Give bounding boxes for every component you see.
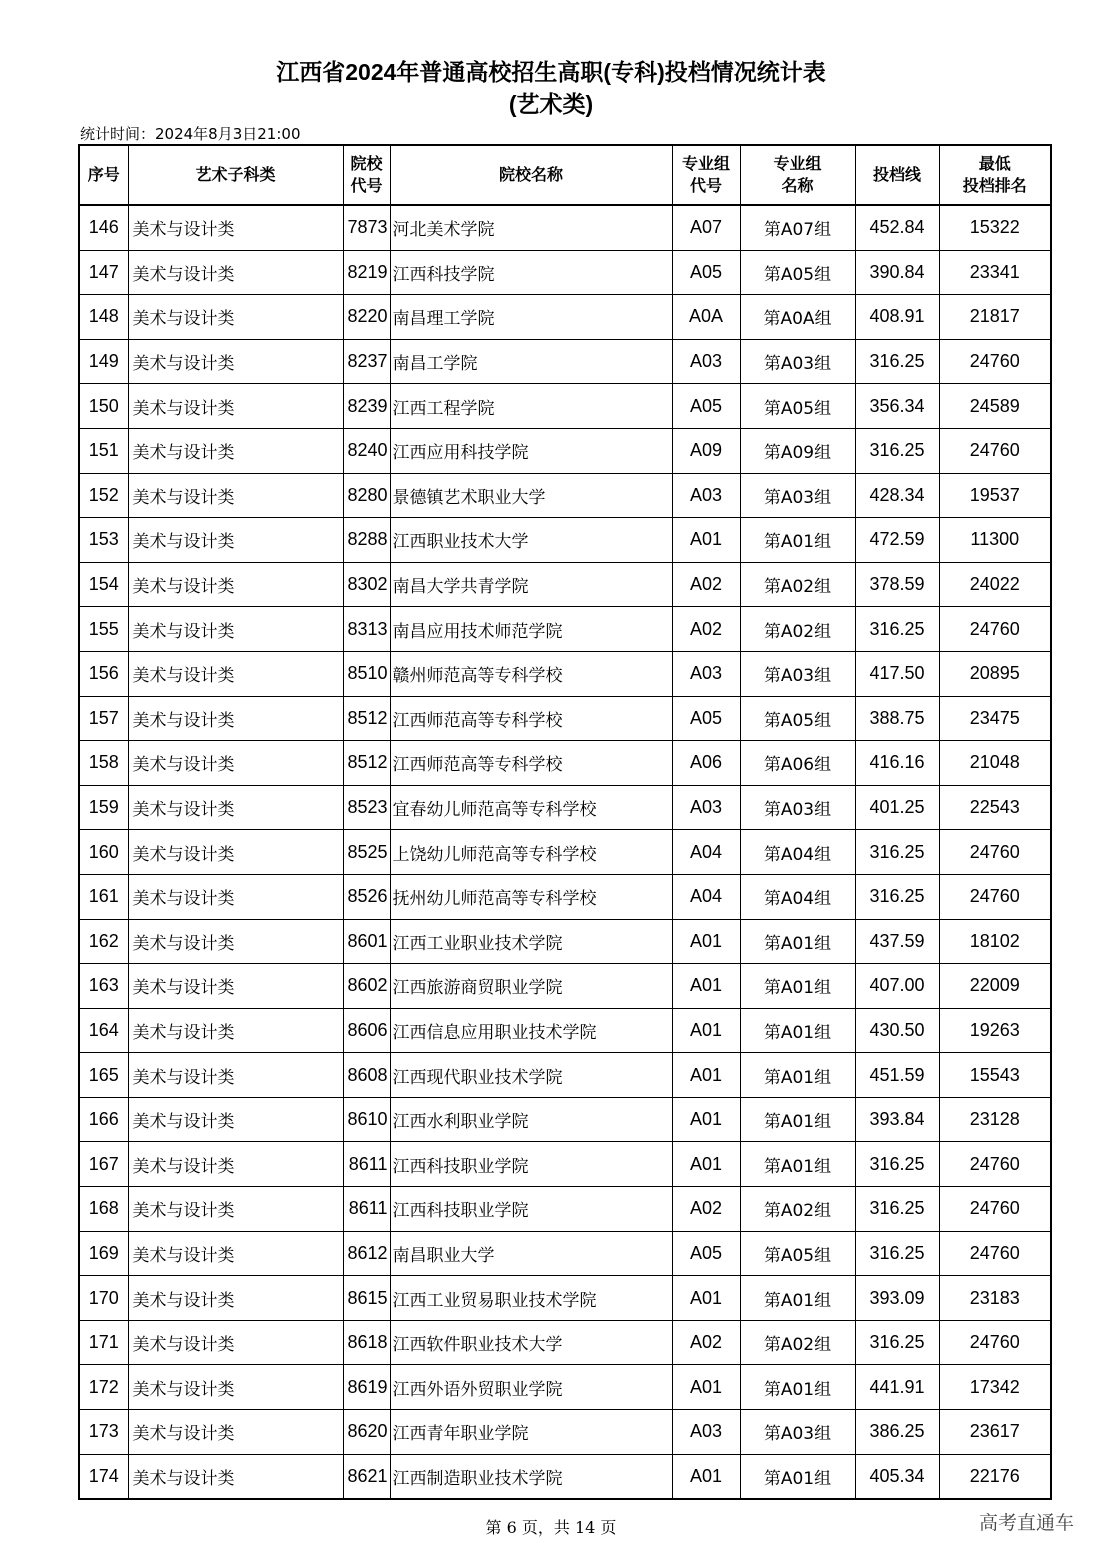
cell-score: 316.25 bbox=[855, 1187, 939, 1232]
cell-score: 408.91 bbox=[855, 295, 939, 340]
cell-rank: 23475 bbox=[939, 696, 1051, 741]
cell-subject: 美术与设计类 bbox=[128, 1320, 343, 1365]
table-header-row bbox=[79, 145, 1051, 205]
cell-school: 南昌理工学院 bbox=[390, 295, 672, 340]
cell-school: 上饶幼儿师范高等专科学校 bbox=[390, 830, 672, 875]
cell-rank: 24760 bbox=[939, 428, 1051, 473]
cell-rank: 22543 bbox=[939, 785, 1051, 830]
cell-score: 386.25 bbox=[855, 1410, 939, 1455]
cell-num: 171 bbox=[79, 1320, 128, 1365]
table-row bbox=[79, 830, 1051, 875]
table-row bbox=[79, 1231, 1051, 1276]
cell-group-name: 第A03组 bbox=[740, 651, 855, 696]
cell-rank: 23617 bbox=[939, 1410, 1051, 1455]
cell-rank: 24760 bbox=[939, 1142, 1051, 1187]
cell-score: 401.25 bbox=[855, 785, 939, 830]
cell-group-code: A03 bbox=[672, 785, 740, 830]
cell-num: 152 bbox=[79, 473, 128, 518]
page-title: 江西省2024年普通高校招生高职(专科)投档情况统计表 bbox=[276, 59, 826, 85]
cell-school: 江西水利职业学院 bbox=[390, 1097, 672, 1142]
cell-subject: 美术与设计类 bbox=[128, 1231, 343, 1276]
cell-code: 8601 bbox=[343, 919, 390, 964]
cell-rank: 18102 bbox=[939, 919, 1051, 964]
cell-group-code: A01 bbox=[672, 1276, 740, 1321]
cell-score: 388.75 bbox=[855, 696, 939, 741]
cell-group-name: 第A02组 bbox=[740, 1187, 855, 1232]
cell-num: 150 bbox=[79, 384, 128, 429]
cell-code: 8606 bbox=[343, 1008, 390, 1053]
cell-code: 8237 bbox=[343, 339, 390, 384]
cell-group-code: A02 bbox=[672, 607, 740, 652]
stat-time: 统计时间：2024年8月3日21:00 bbox=[80, 125, 301, 143]
cell-code: 8612 bbox=[343, 1231, 390, 1276]
cell-subject: 美术与设计类 bbox=[128, 741, 343, 786]
cell-code: 8619 bbox=[343, 1365, 390, 1410]
cell-num: 161 bbox=[79, 874, 128, 919]
cell-rank: 21048 bbox=[939, 741, 1051, 786]
table-row bbox=[79, 607, 1051, 652]
table-row bbox=[79, 562, 1051, 607]
cell-num: 162 bbox=[79, 919, 128, 964]
cell-code: 8239 bbox=[343, 384, 390, 429]
cell-code: 8621 bbox=[343, 1454, 390, 1499]
cell-num: 160 bbox=[79, 830, 128, 875]
cell-score: 316.25 bbox=[855, 339, 939, 384]
header-subject: 艺术子科类 bbox=[128, 145, 343, 205]
cell-group-name: 第A06组 bbox=[740, 741, 855, 786]
cell-group-code: A01 bbox=[672, 1142, 740, 1187]
header-group-name: 专业组 名称 bbox=[740, 145, 855, 205]
cell-rank: 23183 bbox=[939, 1276, 1051, 1321]
cell-code: 8288 bbox=[343, 518, 390, 563]
cell-group-name: 第A05组 bbox=[740, 696, 855, 741]
cell-code: 8526 bbox=[343, 874, 390, 919]
cell-rank: 19263 bbox=[939, 1008, 1051, 1053]
cell-school: 景德镇艺术职业大学 bbox=[390, 473, 672, 518]
cell-rank: 20895 bbox=[939, 651, 1051, 696]
cell-school: 河北美术学院 bbox=[390, 205, 672, 250]
cell-subject: 美术与设计类 bbox=[128, 518, 343, 563]
table-row bbox=[79, 1008, 1051, 1053]
cell-group-code: A01 bbox=[672, 1097, 740, 1142]
cell-rank: 24760 bbox=[939, 339, 1051, 384]
cell-subject: 美术与设计类 bbox=[128, 250, 343, 295]
cell-subject: 美术与设计类 bbox=[128, 964, 343, 1009]
cell-group-code: A04 bbox=[672, 830, 740, 875]
cell-group-name: 第A05组 bbox=[740, 384, 855, 429]
cell-code: 8302 bbox=[343, 562, 390, 607]
cell-num: 146 bbox=[79, 205, 128, 250]
cell-score: 316.25 bbox=[855, 874, 939, 919]
cell-group-code: A05 bbox=[672, 250, 740, 295]
cell-rank: 24760 bbox=[939, 1231, 1051, 1276]
page-footer: 第 6 页，共 14 页 bbox=[485, 1518, 617, 1537]
cell-num: 148 bbox=[79, 295, 128, 340]
header-school: 院校名称 bbox=[390, 145, 672, 205]
cell-rank: 24589 bbox=[939, 384, 1051, 429]
cell-code: 7873 bbox=[343, 205, 390, 250]
cell-score: 316.25 bbox=[855, 1320, 939, 1365]
cell-group-name: 第A01组 bbox=[740, 1097, 855, 1142]
cell-group-code: A02 bbox=[672, 562, 740, 607]
cell-score: 316.25 bbox=[855, 830, 939, 875]
cell-subject: 美术与设计类 bbox=[128, 428, 343, 473]
header-num: 序号 bbox=[79, 145, 128, 205]
table-row bbox=[79, 1187, 1051, 1232]
cell-subject: 美术与设计类 bbox=[128, 874, 343, 919]
cell-subject: 美术与设计类 bbox=[128, 205, 343, 250]
cell-group-code: A02 bbox=[672, 1187, 740, 1232]
cell-score: 417.50 bbox=[855, 651, 939, 696]
cell-code: 8240 bbox=[343, 428, 390, 473]
cell-num: 170 bbox=[79, 1276, 128, 1321]
cell-group-code: A01 bbox=[672, 1008, 740, 1053]
cell-subject: 美术与设计类 bbox=[128, 1410, 343, 1455]
cell-rank: 19537 bbox=[939, 473, 1051, 518]
table-row bbox=[79, 651, 1051, 696]
page-subtitle: (艺术类) bbox=[508, 91, 594, 117]
cell-group-name: 第A01组 bbox=[740, 1008, 855, 1053]
cell-score: 316.25 bbox=[855, 428, 939, 473]
cell-school: 江西现代职业技术学院 bbox=[390, 1053, 672, 1098]
cell-group-name: 第A01组 bbox=[740, 1365, 855, 1410]
cell-code: 8280 bbox=[343, 473, 390, 518]
cell-code: 8313 bbox=[343, 607, 390, 652]
cell-group-code: A01 bbox=[672, 1365, 740, 1410]
cell-subject: 美术与设计类 bbox=[128, 1454, 343, 1499]
cell-group-name: 第A03组 bbox=[740, 473, 855, 518]
cell-code: 8525 bbox=[343, 830, 390, 875]
cell-num: 156 bbox=[79, 651, 128, 696]
cell-rank: 24760 bbox=[939, 1320, 1051, 1365]
cell-group-name: 第A05组 bbox=[740, 1231, 855, 1276]
cell-school: 江西工业职业技术学院 bbox=[390, 919, 672, 964]
table-row bbox=[79, 428, 1051, 473]
cell-rank: 21817 bbox=[939, 295, 1051, 340]
table-row bbox=[79, 518, 1051, 563]
cell-score: 390.84 bbox=[855, 250, 939, 295]
cell-school: 江西师范高等专科学校 bbox=[390, 696, 672, 741]
cell-group-name: 第A03组 bbox=[740, 1410, 855, 1455]
header-rank: 最低 投档排名 bbox=[939, 145, 1051, 205]
cell-code: 8610 bbox=[343, 1097, 390, 1142]
cell-group-name: 第A01组 bbox=[740, 919, 855, 964]
cell-rank: 23341 bbox=[939, 250, 1051, 295]
cell-school: 江西科技学院 bbox=[390, 250, 672, 295]
cell-group-code: A04 bbox=[672, 874, 740, 919]
cell-num: 167 bbox=[79, 1142, 128, 1187]
cell-num: 158 bbox=[79, 741, 128, 786]
table-row bbox=[79, 295, 1051, 340]
cell-school: 赣州师范高等专科学校 bbox=[390, 651, 672, 696]
cell-code: 8611 bbox=[343, 1187, 390, 1232]
cell-code: 8512 bbox=[343, 696, 390, 741]
table-row bbox=[79, 1097, 1051, 1142]
cell-num: 169 bbox=[79, 1231, 128, 1276]
table-row bbox=[79, 964, 1051, 1009]
table-row bbox=[79, 1410, 1051, 1455]
table-row bbox=[79, 696, 1051, 741]
cell-rank: 15543 bbox=[939, 1053, 1051, 1098]
cell-group-code: A09 bbox=[672, 428, 740, 473]
cell-score: 451.59 bbox=[855, 1053, 939, 1098]
corner-label: 高考直通车 bbox=[978, 1512, 1074, 1534]
cell-school: 江西师范高等专科学校 bbox=[390, 741, 672, 786]
cell-subject: 美术与设计类 bbox=[128, 696, 343, 741]
cell-num: 168 bbox=[79, 1187, 128, 1232]
admission-table bbox=[78, 144, 1052, 1500]
cell-rank: 24760 bbox=[939, 830, 1051, 875]
cell-school: 江西青年职业学院 bbox=[390, 1410, 672, 1455]
cell-group-name: 第A04组 bbox=[740, 830, 855, 875]
header-score: 投档线 bbox=[855, 145, 939, 205]
cell-school: 江西科技职业学院 bbox=[390, 1187, 672, 1232]
table-row bbox=[79, 1276, 1051, 1321]
header-code: 院校 代号 bbox=[343, 145, 390, 205]
cell-subject: 美术与设计类 bbox=[128, 1053, 343, 1098]
cell-code: 8615 bbox=[343, 1276, 390, 1321]
cell-subject: 美术与设计类 bbox=[128, 562, 343, 607]
cell-group-name: 第A0A组 bbox=[740, 295, 855, 340]
cell-subject: 美术与设计类 bbox=[128, 1142, 343, 1187]
cell-school: 江西软件职业技术大学 bbox=[390, 1320, 672, 1365]
cell-subject: 美术与设计类 bbox=[128, 919, 343, 964]
table-row bbox=[79, 1142, 1051, 1187]
table-row bbox=[79, 1454, 1051, 1499]
cell-subject: 美术与设计类 bbox=[128, 1365, 343, 1410]
table-row bbox=[79, 250, 1051, 295]
cell-rank: 24760 bbox=[939, 607, 1051, 652]
cell-score: 428.34 bbox=[855, 473, 939, 518]
cell-school: 江西工业贸易职业技术学院 bbox=[390, 1276, 672, 1321]
cell-rank: 11300 bbox=[939, 518, 1051, 563]
cell-code: 8618 bbox=[343, 1320, 390, 1365]
cell-score: 356.34 bbox=[855, 384, 939, 429]
cell-group-code: A05 bbox=[672, 1231, 740, 1276]
cell-school: 江西外语外贸职业学院 bbox=[390, 1365, 672, 1410]
cell-rank: 24760 bbox=[939, 874, 1051, 919]
cell-subject: 美术与设计类 bbox=[128, 384, 343, 429]
cell-group-name: 第A02组 bbox=[740, 1320, 855, 1365]
cell-num: 151 bbox=[79, 428, 128, 473]
table-row bbox=[79, 874, 1051, 919]
cell-rank: 15322 bbox=[939, 205, 1051, 250]
cell-group-code: A0A bbox=[672, 295, 740, 340]
cell-subject: 美术与设计类 bbox=[128, 651, 343, 696]
cell-group-name: 第A05组 bbox=[740, 250, 855, 295]
cell-num: 163 bbox=[79, 964, 128, 1009]
cell-subject: 美术与设计类 bbox=[128, 1276, 343, 1321]
cell-subject: 美术与设计类 bbox=[128, 785, 343, 830]
cell-group-code: A03 bbox=[672, 339, 740, 384]
cell-code: 8611 bbox=[343, 1142, 390, 1187]
cell-score: 441.91 bbox=[855, 1365, 939, 1410]
cell-num: 155 bbox=[79, 607, 128, 652]
cell-school: 南昌职业大学 bbox=[390, 1231, 672, 1276]
cell-code: 8602 bbox=[343, 964, 390, 1009]
cell-score: 316.25 bbox=[855, 607, 939, 652]
cell-group-code: A07 bbox=[672, 205, 740, 250]
cell-school: 江西职业技术大学 bbox=[390, 518, 672, 563]
cell-group-code: A01 bbox=[672, 1053, 740, 1098]
cell-group-name: 第A07组 bbox=[740, 205, 855, 250]
cell-num: 149 bbox=[79, 339, 128, 384]
cell-subject: 美术与设计类 bbox=[128, 607, 343, 652]
cell-num: 147 bbox=[79, 250, 128, 295]
cell-num: 164 bbox=[79, 1008, 128, 1053]
cell-code: 8219 bbox=[343, 250, 390, 295]
cell-num: 165 bbox=[79, 1053, 128, 1098]
cell-score: 316.25 bbox=[855, 1142, 939, 1187]
cell-group-name: 第A04组 bbox=[740, 874, 855, 919]
table-row bbox=[79, 205, 1051, 250]
cell-group-code: A03 bbox=[672, 473, 740, 518]
cell-group-code: A01 bbox=[672, 518, 740, 563]
cell-subject: 美术与设计类 bbox=[128, 1008, 343, 1053]
cell-school: 江西科技职业学院 bbox=[390, 1142, 672, 1187]
cell-score: 430.50 bbox=[855, 1008, 939, 1053]
table-row bbox=[79, 1365, 1051, 1410]
cell-school: 南昌大学共青学院 bbox=[390, 562, 672, 607]
cell-subject: 美术与设计类 bbox=[128, 830, 343, 875]
cell-score: 378.59 bbox=[855, 562, 939, 607]
cell-group-name: 第A09组 bbox=[740, 428, 855, 473]
table-row bbox=[79, 1320, 1051, 1365]
cell-group-code: A01 bbox=[672, 919, 740, 964]
cell-subject: 美术与设计类 bbox=[128, 1187, 343, 1232]
cell-group-code: A01 bbox=[672, 964, 740, 1009]
cell-school: 南昌工学院 bbox=[390, 339, 672, 384]
cell-school: 江西工程学院 bbox=[390, 384, 672, 429]
cell-group-name: 第A02组 bbox=[740, 562, 855, 607]
cell-code: 8512 bbox=[343, 741, 390, 786]
cell-group-name: 第A02组 bbox=[740, 607, 855, 652]
table-row bbox=[79, 339, 1051, 384]
header-group-code: 专业组 代号 bbox=[672, 145, 740, 205]
cell-group-name: 第A01组 bbox=[740, 1142, 855, 1187]
cell-code: 8523 bbox=[343, 785, 390, 830]
cell-rank: 23128 bbox=[939, 1097, 1051, 1142]
cell-rank: 22009 bbox=[939, 964, 1051, 1009]
cell-num: 172 bbox=[79, 1365, 128, 1410]
cell-score: 405.34 bbox=[855, 1454, 939, 1499]
cell-rank: 24022 bbox=[939, 562, 1051, 607]
cell-group-code: A05 bbox=[672, 696, 740, 741]
cell-subject: 美术与设计类 bbox=[128, 473, 343, 518]
cell-group-code: A06 bbox=[672, 741, 740, 786]
cell-group-name: 第A03组 bbox=[740, 785, 855, 830]
cell-school: 江西信息应用职业技术学院 bbox=[390, 1008, 672, 1053]
cell-group-name: 第A01组 bbox=[740, 518, 855, 563]
cell-group-name: 第A03组 bbox=[740, 339, 855, 384]
cell-num: 174 bbox=[79, 1454, 128, 1499]
cell-group-code: A02 bbox=[672, 1320, 740, 1365]
cell-score: 393.09 bbox=[855, 1276, 939, 1321]
cell-num: 154 bbox=[79, 562, 128, 607]
cell-subject: 美术与设计类 bbox=[128, 295, 343, 340]
cell-group-code: A01 bbox=[672, 1454, 740, 1499]
table-row bbox=[79, 785, 1051, 830]
cell-school: 抚州幼儿师范高等专科学校 bbox=[390, 874, 672, 919]
cell-subject: 美术与设计类 bbox=[128, 339, 343, 384]
cell-school: 江西应用科技学院 bbox=[390, 428, 672, 473]
cell-rank: 24760 bbox=[939, 1187, 1051, 1232]
table-row bbox=[79, 1053, 1051, 1098]
cell-code: 8620 bbox=[343, 1410, 390, 1455]
cell-rank: 17342 bbox=[939, 1365, 1051, 1410]
cell-rank: 22176 bbox=[939, 1454, 1051, 1499]
cell-group-name: 第A01组 bbox=[740, 1454, 855, 1499]
cell-group-code: A03 bbox=[672, 1410, 740, 1455]
cell-num: 153 bbox=[79, 518, 128, 563]
table-row bbox=[79, 741, 1051, 786]
cell-score: 316.25 bbox=[855, 1231, 939, 1276]
cell-score: 416.16 bbox=[855, 741, 939, 786]
cell-subject: 美术与设计类 bbox=[128, 1097, 343, 1142]
table-row bbox=[79, 473, 1051, 518]
cell-group-name: 第A01组 bbox=[740, 964, 855, 1009]
cell-group-code: A03 bbox=[672, 651, 740, 696]
cell-code: 8510 bbox=[343, 651, 390, 696]
cell-school: 江西旅游商贸职业学院 bbox=[390, 964, 672, 1009]
table-row bbox=[79, 384, 1051, 429]
cell-code: 8608 bbox=[343, 1053, 390, 1098]
cell-group-name: 第A01组 bbox=[740, 1276, 855, 1321]
cell-num: 157 bbox=[79, 696, 128, 741]
cell-score: 393.84 bbox=[855, 1097, 939, 1142]
cell-school: 宜春幼儿师范高等专科学校 bbox=[390, 785, 672, 830]
cell-group-code: A05 bbox=[672, 384, 740, 429]
cell-num: 159 bbox=[79, 785, 128, 830]
cell-score: 437.59 bbox=[855, 919, 939, 964]
cell-school: 南昌应用技术师范学院 bbox=[390, 607, 672, 652]
cell-score: 472.59 bbox=[855, 518, 939, 563]
table-row bbox=[79, 919, 1051, 964]
cell-group-name: 第A01组 bbox=[740, 1053, 855, 1098]
cell-score: 452.84 bbox=[855, 205, 939, 250]
cell-code: 8220 bbox=[343, 295, 390, 340]
cell-score: 407.00 bbox=[855, 964, 939, 1009]
cell-num: 166 bbox=[79, 1097, 128, 1142]
cell-num: 173 bbox=[79, 1410, 128, 1455]
cell-school: 江西制造职业技术学院 bbox=[390, 1454, 672, 1499]
